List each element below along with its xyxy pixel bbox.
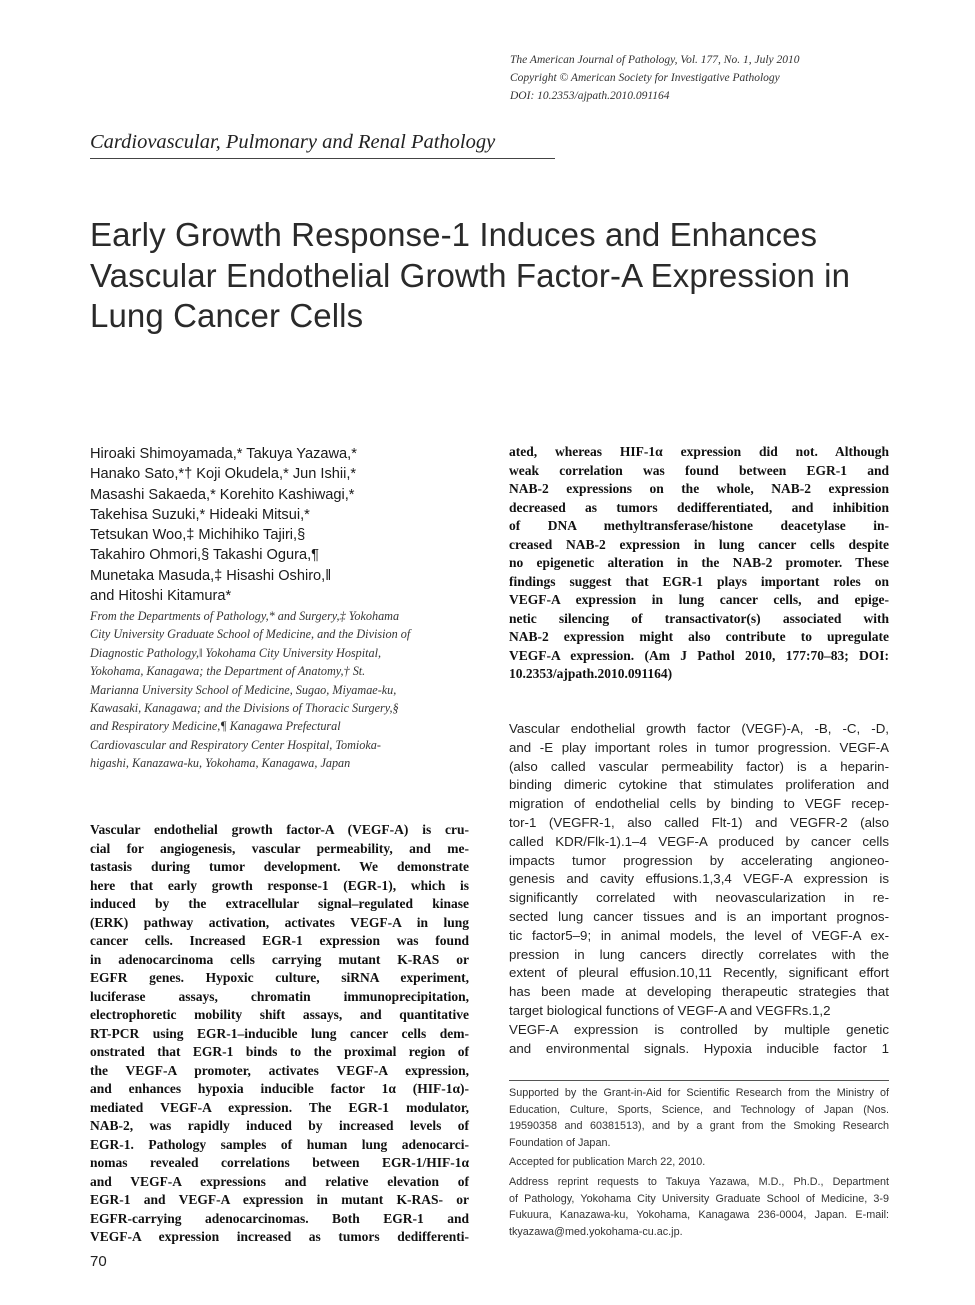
footnote-support-line: Supported by the Grant-in-Aid for Scientific Research from the Ministry of	[509, 1087, 889, 1099]
affiliations	[90, 607, 480, 773]
abstract-line: RT-PCR using EGR-1–inducible lung cancer cells dem-	[90, 1025, 469, 1041]
abstract-line: tastasis during tumor development. We demonstrate	[90, 859, 469, 874]
author-line: Masashi Sakaeda,* Korehito Kashiwagi,*	[90, 486, 355, 503]
journal-citation: The American Journal of Pathology, Vol. 177, No. 1, July 2010	[510, 54, 800, 66]
footnote-support-line: 19590358 and 60381513), and by a grant from the Smoking Research	[509, 1120, 889, 1133]
footnote-support-line: Education, Culture, Sports, Science, and Technology of Japan (Nos.	[509, 1103, 889, 1116]
abstract-line: VEGF-A expression increased as tumors dedifferenti-	[90, 1229, 469, 1244]
abstract-line: ated, whereas HIF-1α expression did not. Although	[509, 444, 889, 459]
abstract-line: electrophoretic mobility shift assays, and quantitative	[90, 1007, 469, 1022]
footnote-address-line: Address reprint requests to Takuya Yazawa, M.D., Ph.D., Department	[509, 1175, 889, 1188]
affiliation-line: higashi, Kanazawa-ku, Yokohama, Kanagawa, Japan	[90, 756, 351, 771]
abstract-line: VEGF-A expression in lung cancer cells, and epige-	[509, 592, 889, 607]
body-text	[509, 720, 889, 1058]
footnotes	[509, 1085, 889, 1240]
abstract-right-column	[509, 443, 889, 684]
author-line: and Hitoshi Kitamura*	[90, 588, 232, 605]
author-line: Takahiro Ohmori,§ Takashi Ogura,¶	[90, 547, 320, 564]
affiliation-line: Kawasaki, Kanagawa; and the Divisions of Thoracic Surgery,§	[90, 701, 399, 716]
journal-doi: DOI: 10.2353/ajpath.2010.091164	[510, 90, 670, 102]
body-line: called KDR/Flk-1).1–4 VEGF-A produced by cancer cells	[509, 833, 889, 849]
author-line: Hanako Sato,*† Koji Okudela,* Jun Ishii,*	[90, 466, 357, 483]
abstract-left-column	[90, 821, 469, 1247]
footnote-support-line: Foundation of Japan.	[509, 1136, 611, 1149]
abstract-line: of DNA methyltransferase/histone deacetylase in-	[509, 518, 889, 533]
body-line: extent of pleural effusion.10,11 Recently, significant effort	[509, 965, 889, 981]
body-line: and -E play important roles in tumor progression. VEGF-A	[509, 739, 889, 755]
abstract-line: cancer cells. Increased EGR-1 expression was found	[90, 933, 469, 948]
author-line: Tetsukan Woo,‡ Michihiko Tajiri,§	[90, 527, 306, 544]
body-line: binding dimeric cytokine that stimulates proliferation and	[509, 777, 889, 793]
journal-header	[510, 51, 950, 105]
abstract-line: mediated VEGF-A expression. The EGR-1 modulator,	[90, 1099, 469, 1115]
body-line: has been made at developing therapeutic strategies that	[509, 984, 889, 1000]
abstract-line: NAB-2, was rapidly induced by increased levels of	[90, 1118, 469, 1133]
footnote-address-line: of Pathology, Yokohama City University Graduate School of Medicine, 3-9	[509, 1192, 889, 1205]
title-line: Lung Cancer Cells	[90, 297, 364, 334]
section-underline	[90, 158, 555, 159]
abstract-line: (ERK) pathway activation, activates VEGF-A in lung	[90, 914, 469, 930]
author-line: Takehisa Suzuki,* Hideaki Mitsui,*	[90, 506, 310, 523]
abstract-line: and enhances hypoxia inducible factor 1α (HIF-1α)-	[90, 1081, 469, 1096]
abstract-line: nomas revealed correlations between EGR-1/HIF-1α	[90, 1155, 469, 1170]
affiliation-line: Marianna University School of Medicine, Sugao, Miyamae-ku,	[90, 682, 397, 697]
abstract-line: NAB-2 expressions on the whole, NAB-2 expression	[509, 481, 889, 496]
abstract-line: and VEGF-A expressions and relative elevation of	[90, 1173, 469, 1189]
body-line: tor-1 (VEGFR-1, also called Flt-1) and VEGFR-2 (also	[509, 814, 889, 830]
abstract-line: here that early growth response-1 (EGR-1), which is	[90, 877, 469, 893]
author-line: Hiroaki Shimoyamada,* Takuya Yazawa,*	[90, 446, 357, 462]
abstract-line: onstrated that EGR-1 binds to the proximal region of	[90, 1044, 469, 1059]
affiliation-line: Cardiovascular and Respiratory Center Hospital, Tomioka-	[90, 737, 381, 752]
abstract-line: in adenocarcinoma cells carrying mutant K-RAS or	[90, 951, 469, 967]
page-number: 70	[90, 1253, 107, 1270]
title-line: Early Growth Response-1 Induces and Enhances	[90, 216, 818, 253]
footnote-divider	[509, 1080, 889, 1081]
journal-copyright: Copyright © American Society for Investigative Pathology	[510, 72, 780, 84]
section-heading: Cardiovascular, Pulmonary and Renal Pathology	[90, 131, 496, 153]
affiliation-line: Diagnostic Pathology,‖ Yokohama City University Hospital,	[90, 645, 382, 660]
title-line: Vascular Endothelial Growth Factor-A Expression in	[90, 256, 851, 294]
abstract-line: Vascular endothelial growth factor-A (VEGF-A) is cru-	[90, 822, 469, 837]
abstract-line: VEGF-A expression. (Am J Pathol 2010, 177:70–83; DOI:	[509, 647, 889, 663]
body-line: genesis and cavity effusions.1,3,4 VEGF-A expression is	[509, 871, 889, 887]
abstract-line: luciferase assays, chromatin immunoprecipitation,	[90, 988, 469, 1004]
body-line: sected lung cancer tissues and is an important prognos-	[509, 908, 889, 924]
body-line: (also called vascular permeability factor) is a heparin-	[509, 758, 889, 774]
abstract-line: no epigenetic alteration in the NAB-2 promoter. These	[509, 555, 889, 570]
abstract-line: cial for angiogenesis, vascular permeability, and me-	[90, 840, 469, 856]
abstract-line: EGFR genes. Hypoxic culture, siRNA experiment,	[90, 970, 469, 985]
body-line: Vascular endothelial growth factor (VEGF)-A, -B, -C, -D,	[509, 721, 889, 736]
article-title	[90, 215, 910, 337]
affiliation-line: City University Graduate School of Medicine, and the Division of	[90, 627, 411, 642]
body-line: VEGF-A expression is controlled by multiple genetic	[509, 1021, 889, 1037]
body-line: significantly correlated with neovascularization in re-	[509, 890, 889, 906]
footnote-accepted: Accepted for publication March 22, 2010.	[509, 1156, 706, 1169]
body-line: impacts tumor progression by accelerating angioneo-	[509, 852, 889, 868]
affiliation-line: and Respiratory Medicine,¶ Kanagawa Prefectural	[90, 719, 341, 734]
abstract-line: weak correlation was found between EGR-1 and	[509, 462, 889, 478]
body-line: pression in lung cancers directly correlates with the	[509, 946, 889, 962]
abstract-line: EGFR-carrying adenocarcinomas. Both EGR-1 and	[90, 1210, 469, 1226]
body-line: tic factor5–9; in animal models, the level of VEGF-A ex-	[509, 927, 889, 943]
author-line: Munetaka Masuda,‡ Hisashi Oshiro,‖	[90, 567, 332, 584]
abstract-line: decreased as tumors dedifferentiated, and inhibition	[509, 499, 889, 515]
abstract-line: 10.2353/ajpath.2010.091164)	[509, 666, 673, 681]
abstract-line: EGR-1 and VEGF-A expression in mutant K-RAS- or	[90, 1192, 469, 1207]
affiliation-line: From the Departments of Pathology,* and Surgery,‡ Yokohama	[90, 609, 400, 623]
footnote-address-line: Fukuura, Kanazawa-ku, Yokohama, Kanagawa 236-0004, Japan. E-mail:	[509, 1209, 889, 1222]
abstract-line: induced by the extracellular signal–regulated kinase	[90, 896, 469, 911]
abstract-line: creased NAB-2 expression in lung cancer cells despite	[509, 536, 889, 552]
body-line: target biological functions of VEGF-A and VEGFRs.1,2	[509, 1002, 831, 1018]
abstract-line: netic silencing of transactivator(s) associated with	[509, 610, 889, 626]
author-list	[90, 444, 480, 606]
abstract-line: EGR-1. Pathology samples of human lung adenocarci-	[90, 1136, 469, 1152]
body-line: and environmental signals. Hypoxia inducible factor 1	[509, 1040, 889, 1056]
abstract-line: findings suggest that EGR-1 plays important roles on	[509, 573, 889, 589]
abstract-line: NAB-2 expression might also contribute to upregulate	[509, 629, 889, 644]
abstract-line: the VEGF-A promoter, activates VEGF-A expression,	[90, 1062, 469, 1078]
footnote-email-link[interactable]: tkyazawa@med.yokohama-cu.ac.jp.	[509, 1225, 683, 1238]
body-line: migration of endothelial cells by binding to VEGF recep-	[509, 796, 889, 812]
affiliation-line: Yokohama, Kanagawa; the Department of Anatomy,† St.	[90, 664, 366, 679]
